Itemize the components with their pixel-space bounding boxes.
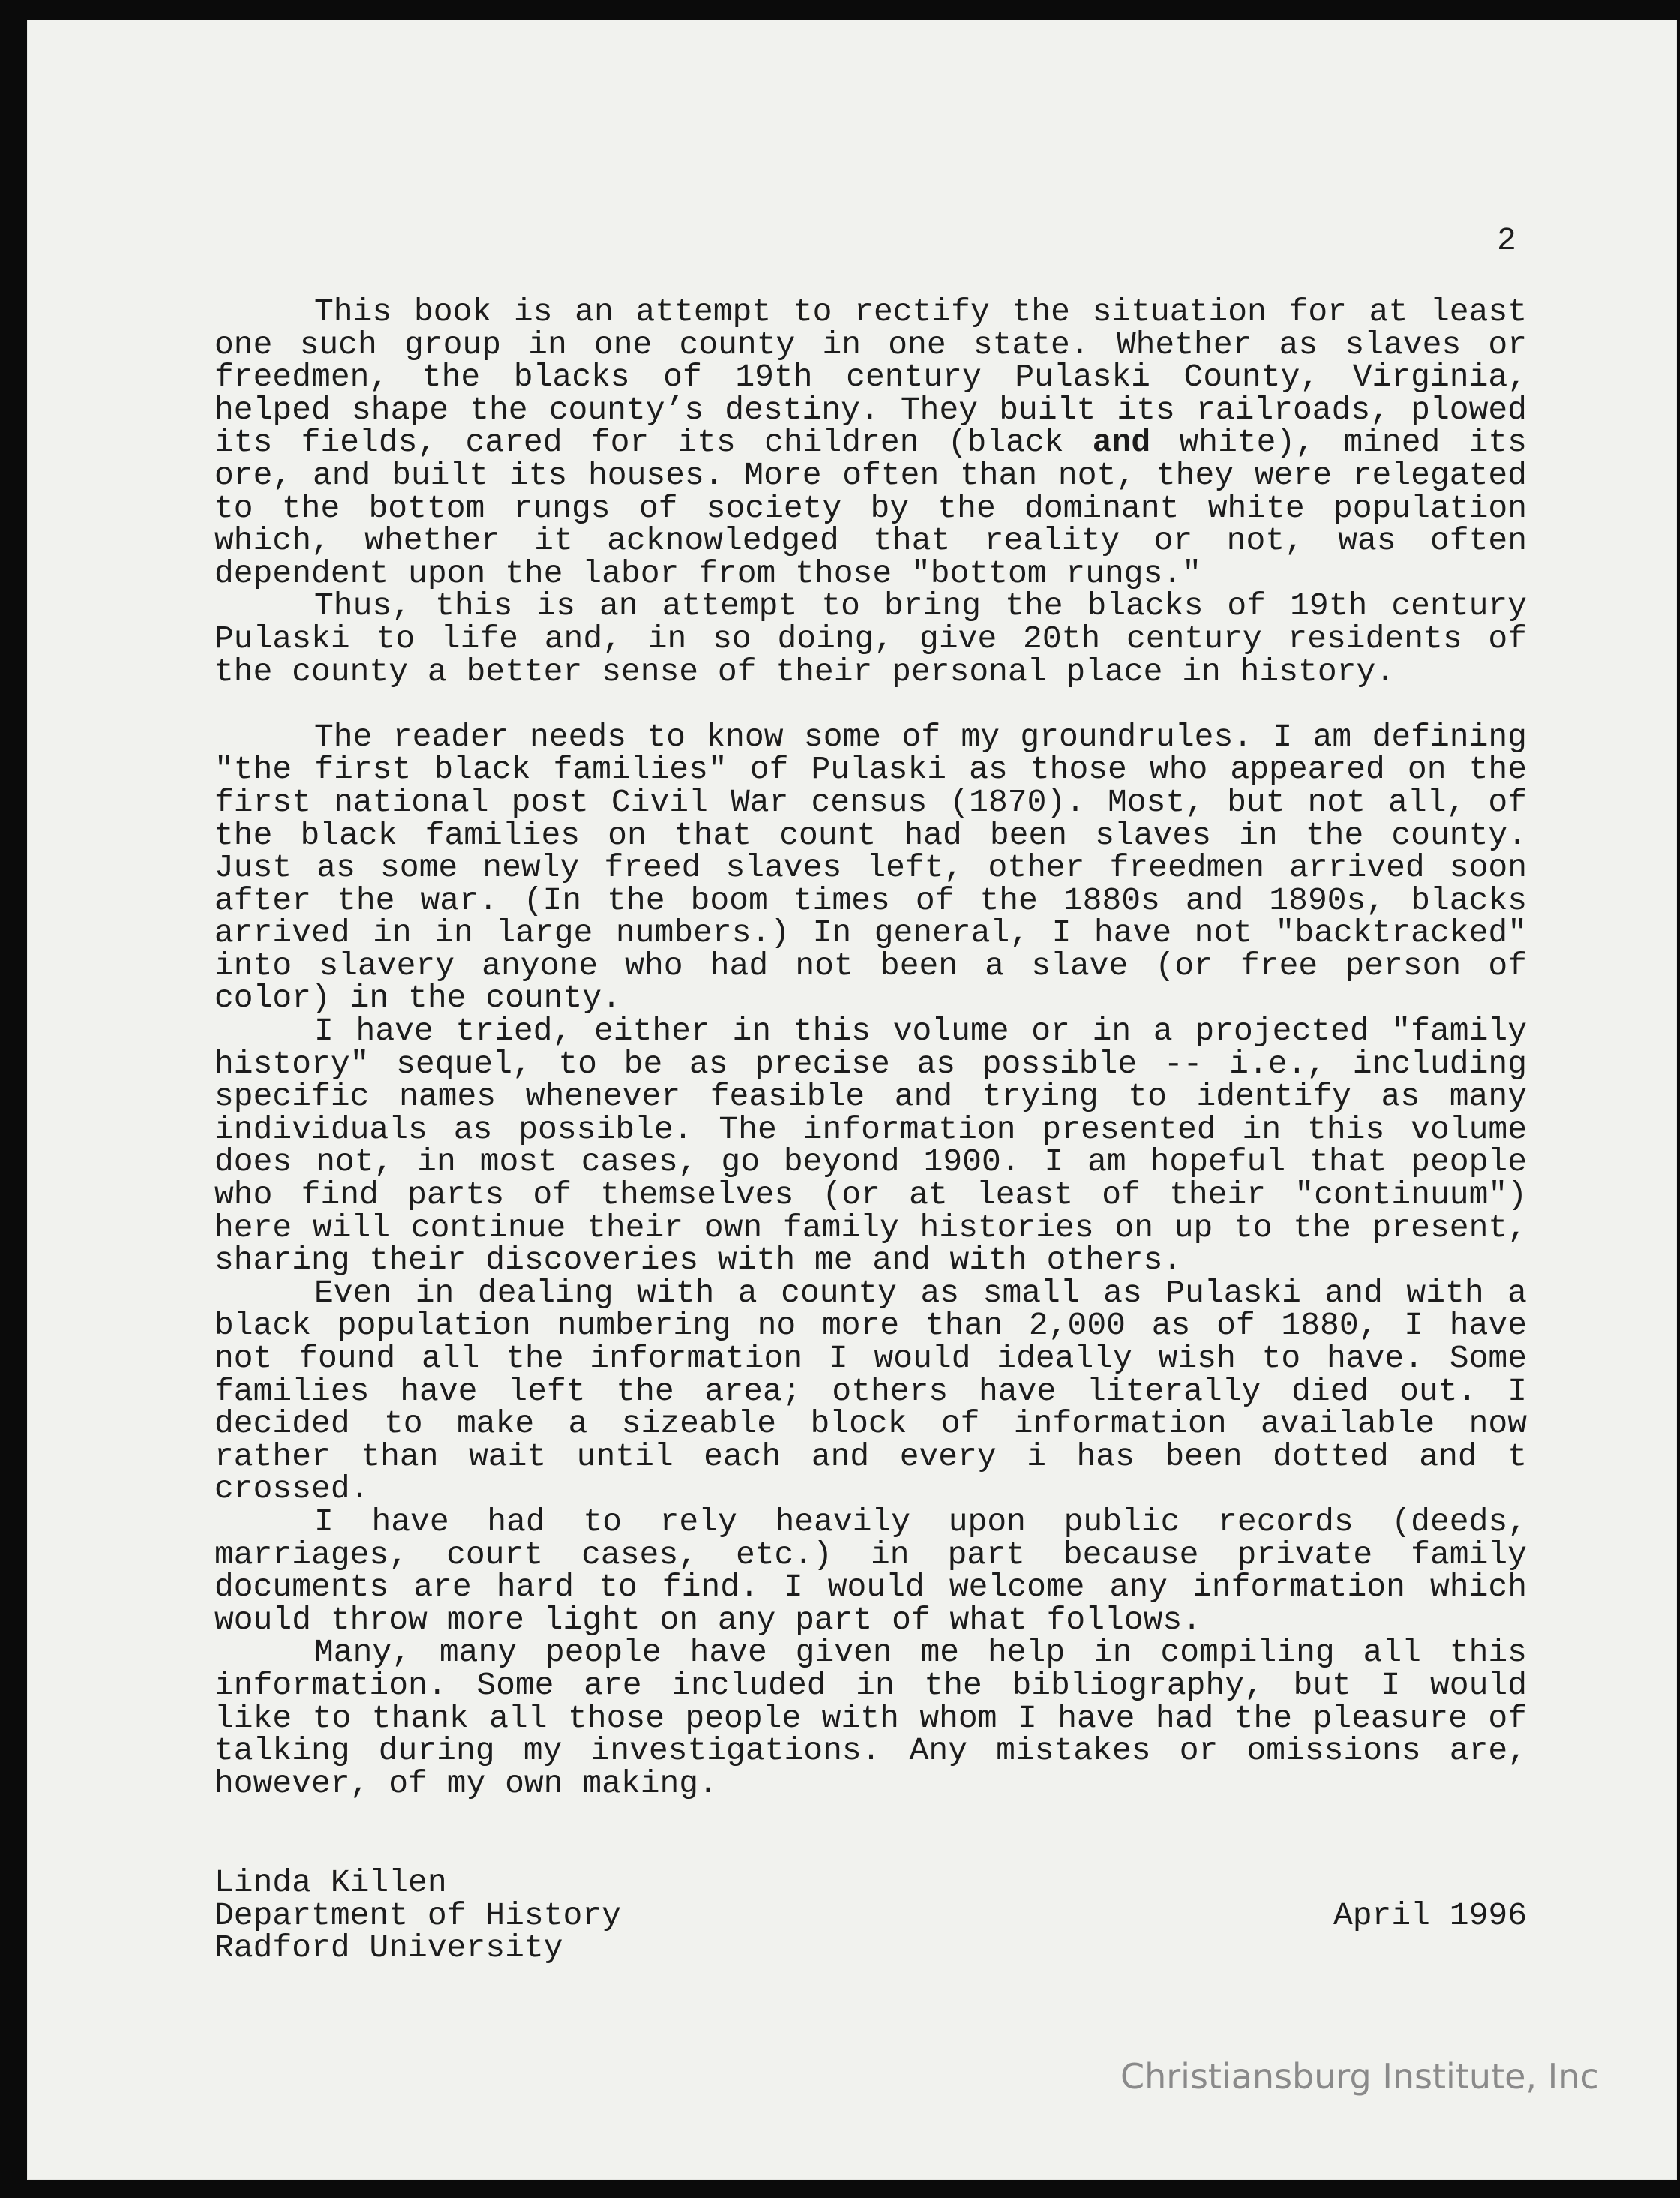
paragraph: Many, many people have given me help in compiling all this information. Some are included in the bibliography, but I would like to thank all those people with whom I have had the pleasure of talking during my investigations. Any mistakes or omissions are, however, of my own making.	[214, 1634, 1527, 1802]
paragraph: The reader needs to know some of my groundrules. I am defining "the first black families" of Pulaski as those who appeared on the first national post Civil War census (1870). Most, but not all, of the black families on that count had been slaves in the county. Just as some newly freed slaves left, other freedmen arrived soon after the war. (In the boom times of the 1880s and 1890s, blacks arrived in in large numbers.) In general, I have not "backtracked" into slavery anyone who had not been a slave (or free person of color) in the county.	[214, 718, 1527, 1017]
paragraph: I have had to rely heavily upon public records (deeds, marriages, court cases, etc.) in part because private family documents are hard to find. I would welcome any information which would throw more light on any part of what follows.	[214, 1503, 1527, 1638]
paragraph: I have tried, either in this volume or in a projected "family history" sequel, to be as precise as possible -- i.e., including specific names whenever feasible and trying to identify as many individuals as possible. The information presented in this volume does not, in most cases, go beyond 1900. I am hopeful that people who find parts of themselves (or at least of their "continuum") here will continue their own family histories on up to the present, sharing their discoveries with me and with others.	[214, 1013, 1527, 1279]
signature-block	[214, 1866, 1527, 1965]
document-page	[27, 20, 1677, 2180]
signature-date: April 1996	[1333, 1896, 1527, 1934]
emphasized-word: and	[1092, 424, 1151, 461]
paragraph: This book is an attempt to rectify the situation for at least one such group in one county in one state. Whether as slaves or freedmen, the blacks of 19th century Pulaski County, Virginia, helped shape the county’s destiny. They built its railroads, plowed its fields, cared for its children (black and white), mined its ore, and built its houses. More often than not, they were relegated to the bottom rungs of society by the dominant white population which, whether it acknowledged that reality or not, was often dependent upon the labor from those "bottom rungs."	[214, 293, 1527, 592]
body-text	[214, 293, 1527, 1802]
author-name: Linda Killen	[214, 1864, 447, 1901]
watermark: Christiansburg Institute, Inc	[1120, 2056, 1599, 2097]
paragraph: Even in dealing with a county as small as Pulaski and with a black population numbering no more than 2,000 as of 1880, I have not found all the information I would ideally wish to have. Some families have left the area; others have literally died out. I decided to make a sizeable block of information available now rather than wait until each and every i has been dotted and t crossed.	[214, 1274, 1527, 1508]
paragraph: Thus, this is an attempt to bring the blacks of 19th century Pulaski to life and, in so doing, give 20th century residents of the county a better sense of their personal place in history.	[214, 587, 1527, 690]
author-department: Department of History	[214, 1896, 621, 1934]
page-number: 2	[1497, 222, 1516, 259]
author-university: Radford University	[214, 1929, 563, 1967]
